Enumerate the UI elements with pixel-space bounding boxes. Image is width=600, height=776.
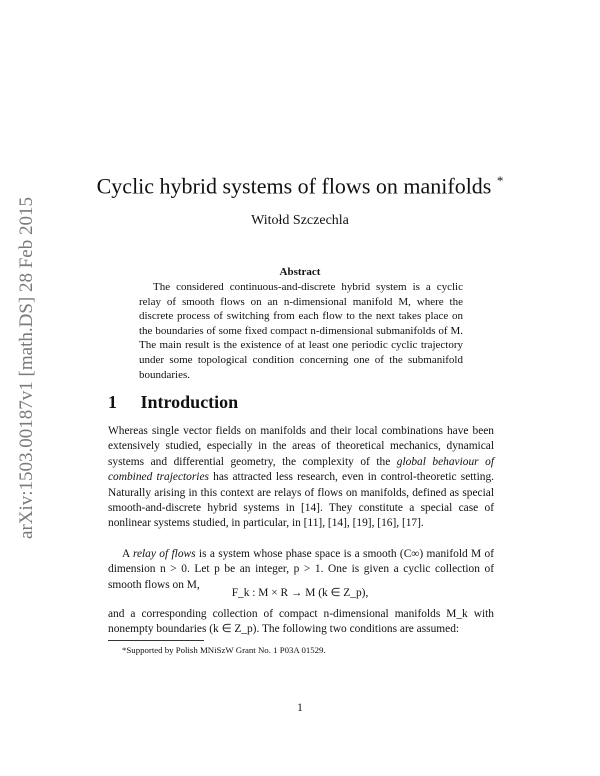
- paragraph-intro: [108, 424, 494, 532]
- paper-title: [0, 173, 600, 199]
- author: Witołd Szczechla: [251, 213, 349, 228]
- abstract-text: The considered continuous-and-discrete hybrid system is a cyclic relay of smooth flows on an n-dimensional manifold M, where the discrete process of switching from each flow to the next takes place on the boundaries of some fixed compact n-dimensional submanifolds of M. The main result is the existence of at least one periodic cyclic trajectory under some topological condition concerning one of the submanifold boundaries.: [139, 281, 463, 381]
- footnote-rule: [108, 640, 204, 641]
- paragraph-relay-text-b: is a system whose phase space is a smooth (C∞) manifold M of dimension n > 0. Let p be an integer, p > 1. One is given a cyclic collection of smooth flows on M,: [108, 548, 495, 591]
- paragraph-intro-text-a: Whereas single vector fields on manifolds and their local combinations have been extensively studied, especially in the areas of theoretical mechanics, dynamical systems and differential geometry, the complexity of the: [108, 425, 494, 468]
- page-number: 1: [297, 702, 303, 714]
- paragraph-conditions: and a corresponding collection of compact n-dimensional manifolds M_k with nonempty boundaries (k ∈ Z_p). The following two conditions are assumed:: [108, 608, 494, 636]
- section-number: 1: [108, 392, 117, 412]
- arxiv-identifier: [14, 175, 40, 560]
- arxiv-identifier-text: arXiv:1503.00187v1 [math.DS] 28 Feb 2015: [16, 196, 37, 539]
- footnote: *Supported by Polish MNiSzW Grant No. 1 P03A 01529.: [122, 645, 326, 655]
- paragraph-intro-emphasis: global behaviour of combined trajectories: [108, 455, 494, 484]
- paragraph-relay-text-a: A: [122, 548, 133, 560]
- section-heading: [108, 392, 238, 413]
- paragraph-intro-text-b: has attracted less research, even in control-theoretic setting. Naturally arising in this context are relays of flows on manifolds, defined as special smooth-and-discrete hybrid systems in [14]. They constitute a special case of nonlinear systems studied, in particular, in [11], [14], [19], [16], [17].: [108, 471, 494, 530]
- title-footnote-mark: *: [496, 173, 504, 188]
- section-title: Introduction: [140, 392, 239, 412]
- abstract-heading: Abstract: [279, 266, 321, 278]
- display-equation: F_k : M × R → M (k ∈ Z_p),: [231, 587, 369, 599]
- paper-title-text: Cyclic hybrid systems of flows on manifolds: [96, 173, 492, 199]
- paragraph-relay-emphasis: relay of flows: [132, 548, 196, 560]
